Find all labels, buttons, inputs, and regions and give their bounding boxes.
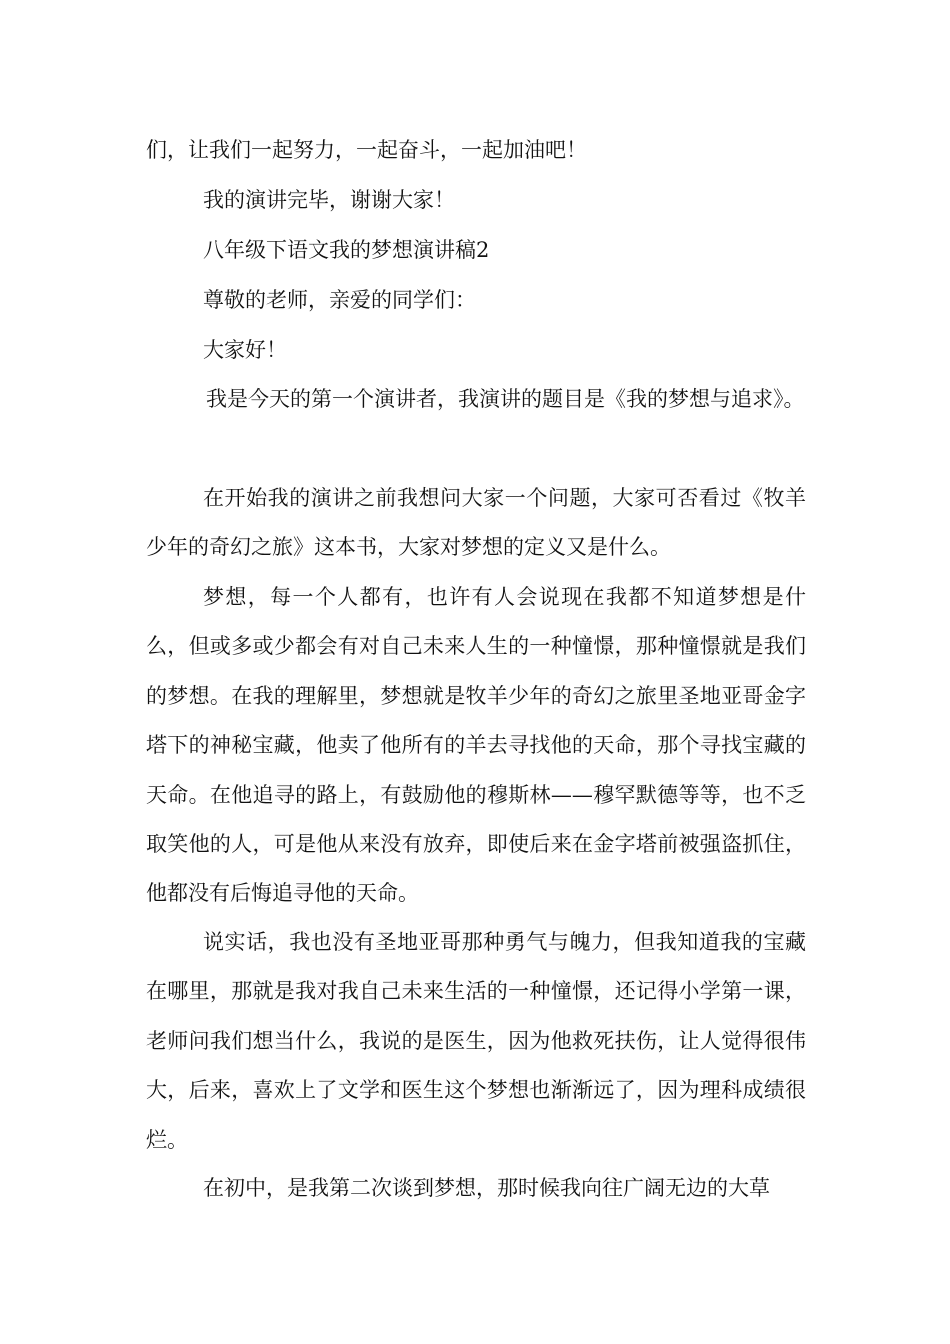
paragraph-thanks: 我的演讲完毕，谢谢大家！ [203,188,455,212]
paragraph-question: 在开始我的演讲之前我想问大家一个问题，大家可否看过《牧羊少年的奇幻之旅》这本书，大家对梦想的定义又是什么。 [146,486,806,560]
paragraph-greeting-salutation: 尊敬的老师，亲爱的同学们： [203,288,476,312]
speech-heading: 八年级下语文我的梦想演讲稿2 [203,238,490,262]
paragraph-hello: 大家好！ [203,338,287,362]
paragraph-closing-line: 们，让我们一起努力，一起奋斗，一起加油吧！ [146,138,587,162]
paragraph-honest: 说实话，我也没有圣地亚哥那种勇气与魄力，但我知道我的宝藏在哪里，那就是我对我自己未来生活的一种憧憬，还记得小学第一课，老师问我们想当什么，我说的是医生，因为他救死扶伤，让人觉得很伟大，后来，喜欢上了文学和医生这个梦想也渐渐远了，因为理科成绩很烂。 [146,930,806,1152]
paragraph-middle-school: 在初中，是我第二次谈到梦想，那时候我向往广阔无边的大草 [203,1176,770,1200]
paragraph-dream-definition: 梦想，每一个人都有，也许有人会说现在我都不知道梦想是什么，但或多或少都会有对自己未来人生的一种憧憬，那种憧憬就是我们的梦想。在我的理解里，梦想就是牧羊少年的奇幻之旅里圣地亚哥金字塔下的神秘宝藏，他卖了他所有的羊去寻找他的天命，那个寻找宝藏的天命。在他追寻的路上，有鼓励他的穆斯林——穆罕默德等等，也不乏取笑他的人，可是他从来没有放弃，即使后来在金字塔前被强盗抓住，他都没有后悔追寻他的天命。 [146,585,806,906]
paragraph-introduction: 我是今天的第一个演讲者，我演讲的题目是《我的梦想与追求》。 [206,387,805,411]
